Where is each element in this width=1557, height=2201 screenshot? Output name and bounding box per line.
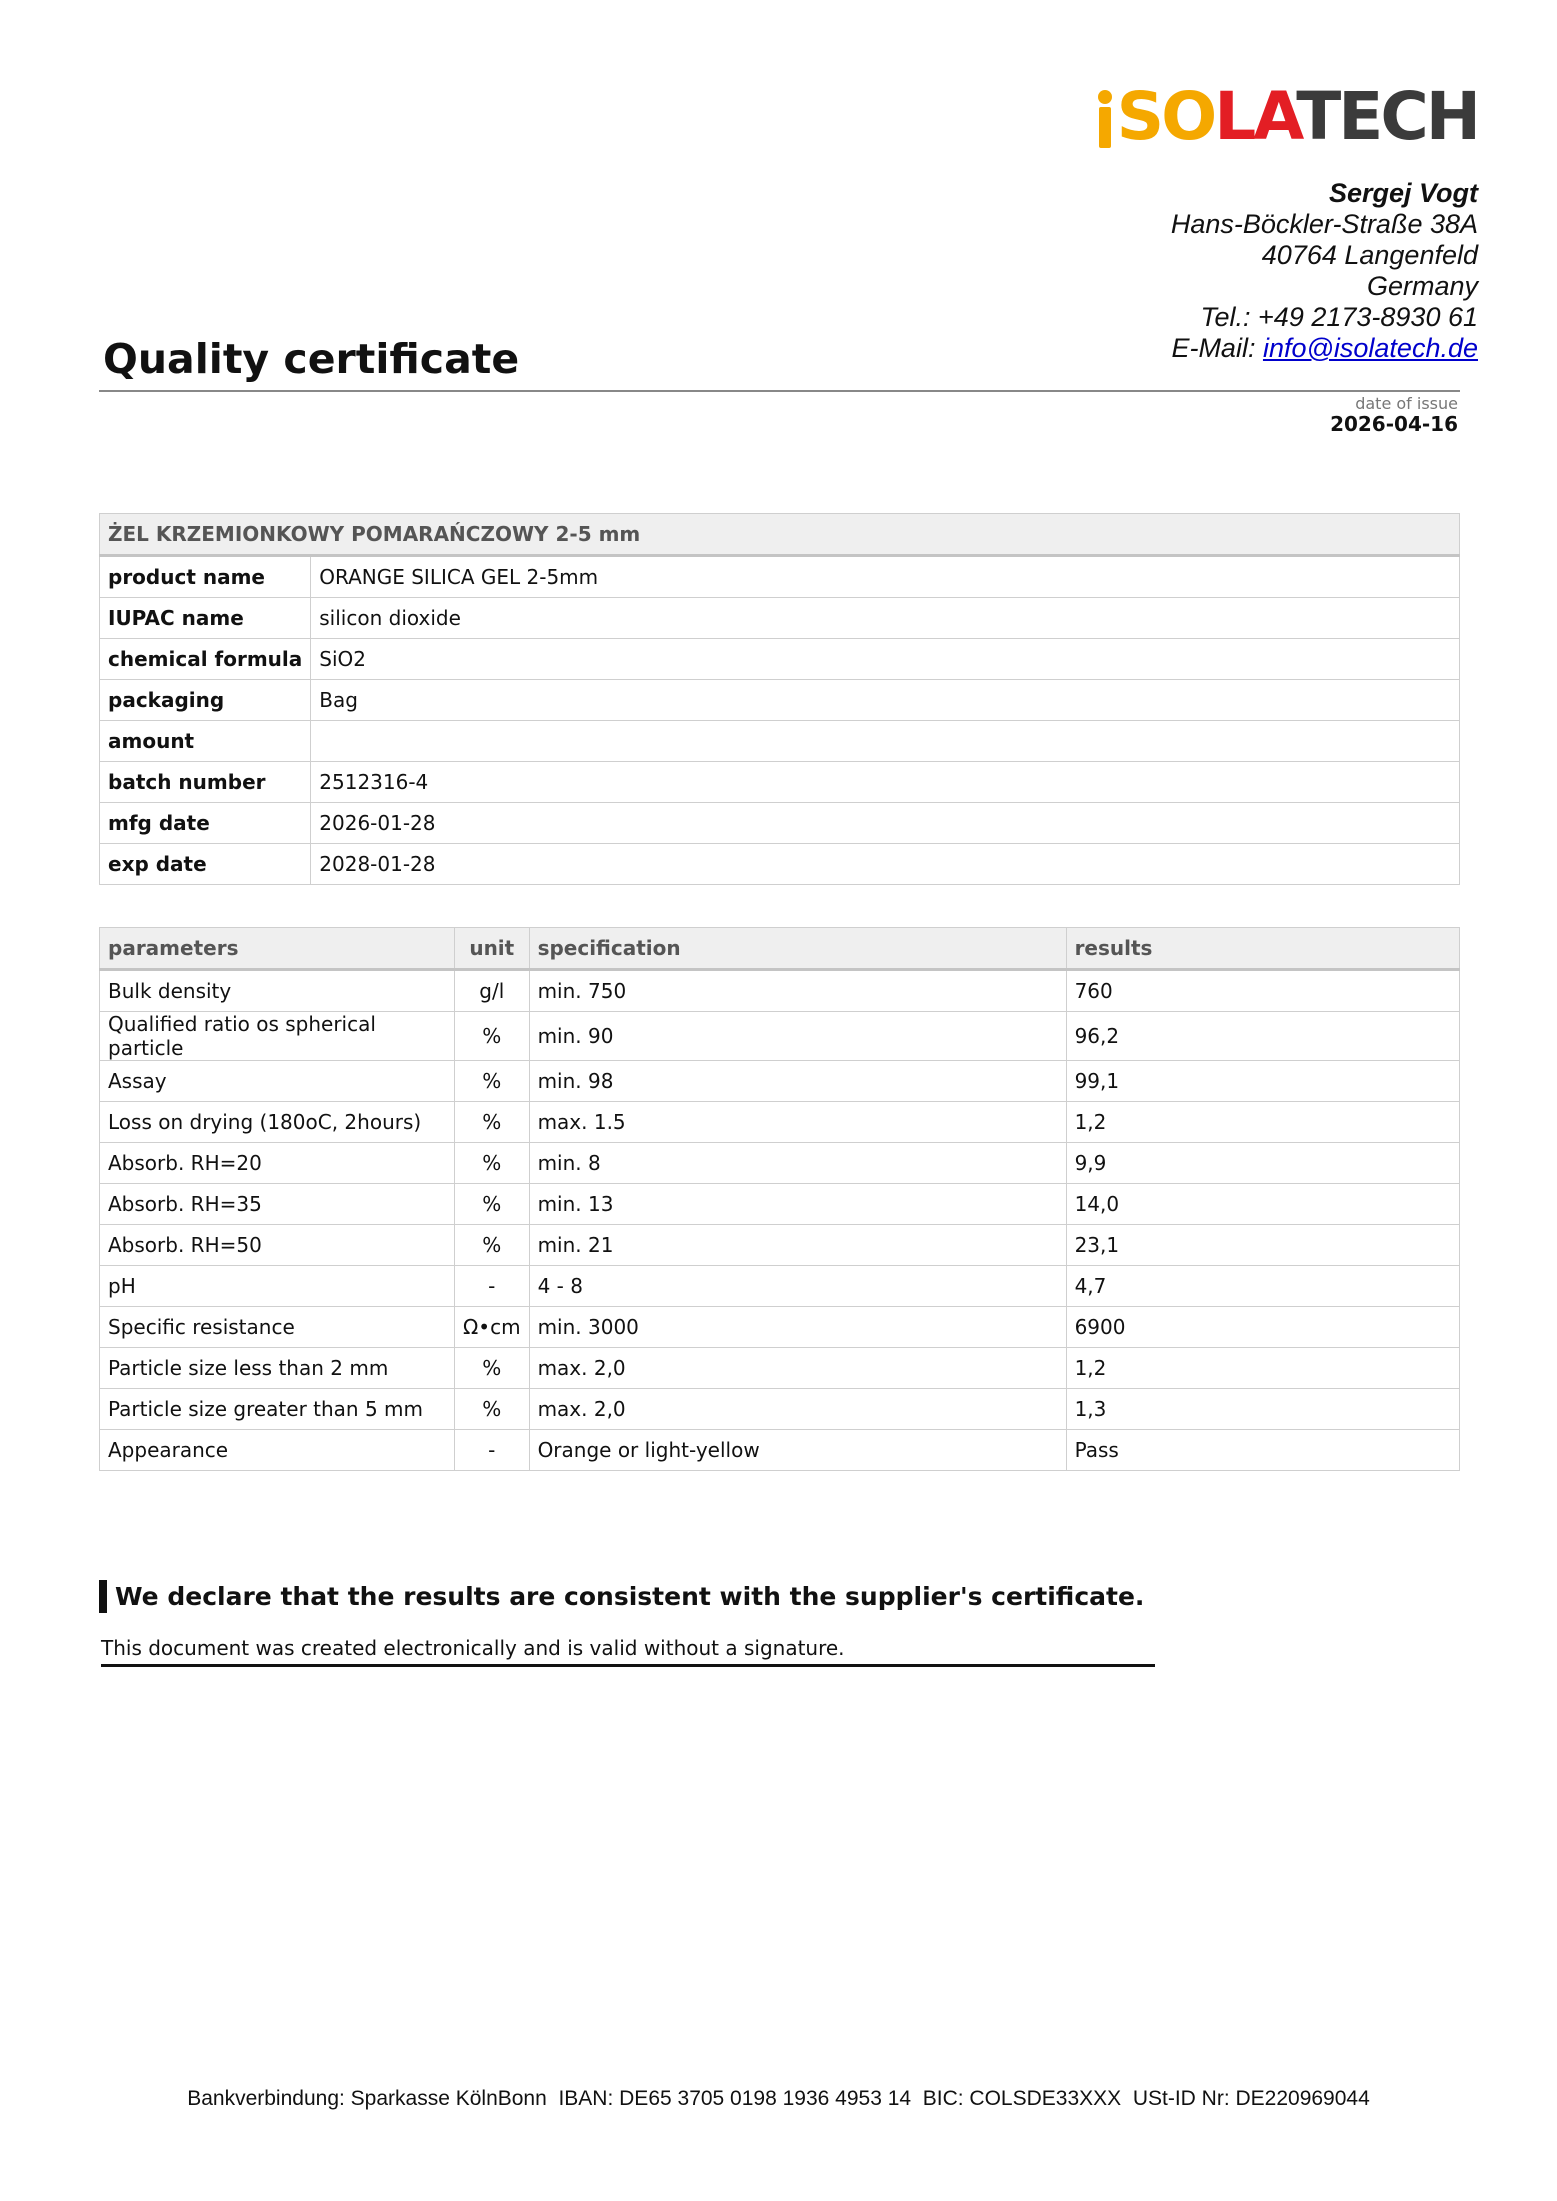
parameter-spec-cell: min. 13 [529,1184,1066,1225]
parameter-row [100,1012,1460,1061]
parameter-row [100,1307,1460,1348]
parameter-result-cell: 99,1 [1066,1061,1459,1102]
parameter-result-cell: 1,2 [1066,1102,1459,1143]
parameter-result-cell: 14,0 [1066,1184,1459,1225]
product-info-row [100,639,1460,680]
sender-country: Germany [1366,271,1478,301]
parameter-name-cell: Absorb. RH=35 [100,1184,455,1225]
parameter-spec-cell: max. 2,0 [529,1389,1066,1430]
email-link[interactable]: info@isolatech.de [1262,333,1478,363]
product-info-row [100,680,1460,721]
parameters-header-row [100,928,1460,970]
product-info-row [100,556,1460,598]
parameter-row [100,1061,1460,1102]
company-logo [1094,78,1478,155]
parameter-unit-cell: Ω•cm [455,1307,530,1348]
sender-email-line [1171,333,1478,364]
parameter-unit-cell: % [455,1143,530,1184]
parameter-name-cell: Appearance [100,1430,455,1471]
parameter-unit-cell: % [455,1061,530,1102]
page-title: Quality certificate [103,335,520,383]
parameter-row [100,1143,1460,1184]
product-info-value: Bag [311,680,1460,721]
parameter-unit-cell: g/l [455,970,530,1012]
signature-note: This document was created electronically and is valid without a signature. [101,1636,1155,1667]
col-header-specification: specification [529,928,1066,970]
sender-phone: Tel.: +49 2173-8930 61 [1200,302,1478,332]
product-info-table [99,513,1460,885]
product-info-key: mfg date [100,803,311,844]
parameter-result-cell: 1,2 [1066,1348,1459,1389]
parameter-name-cell: Absorb. RH=50 [100,1225,455,1266]
product-header-row [100,514,1460,556]
parameter-spec-cell: 4 - 8 [529,1266,1066,1307]
parameter-result-cell: 760 [1066,970,1459,1012]
parameter-name-cell: pH [100,1266,455,1307]
parameter-result-cell: 23,1 [1066,1225,1459,1266]
parameter-spec-cell: max. 2,0 [529,1348,1066,1389]
parameter-unit-cell: % [455,1184,530,1225]
product-info-row [100,844,1460,885]
parameter-spec-cell: min. 98 [529,1061,1066,1102]
parameter-unit-cell: % [455,1102,530,1143]
product-info-row [100,803,1460,844]
col-header-results: results [1066,928,1459,970]
sender-street: Hans-Böckler-Straße 38A [1170,209,1478,239]
parameter-spec-cell: min. 8 [529,1143,1066,1184]
parameter-row [100,1266,1460,1307]
product-info-value: 2026-01-28 [311,803,1460,844]
parameter-spec-cell: min. 90 [529,1012,1066,1061]
parameter-name-cell: Bulk density [100,970,455,1012]
product-info-key: product name [100,556,311,598]
parameter-result-cell: 1,3 [1066,1389,1459,1430]
product-info-body [100,556,1460,885]
parameter-spec-cell: min. 3000 [529,1307,1066,1348]
parameter-result-cell: 9,9 [1066,1143,1459,1184]
parameter-unit-cell: - [455,1266,530,1307]
parameter-name-cell: Particle size less than 2 mm [100,1348,455,1389]
parameter-result-cell: 6900 [1066,1307,1459,1348]
product-info-row [100,721,1460,762]
parameter-unit-cell: - [455,1430,530,1471]
logo-part-la: LA [1214,78,1297,155]
parameter-unit-cell: % [455,1012,530,1061]
parameter-result-cell: 4,7 [1066,1266,1459,1307]
parameter-row [100,1389,1460,1430]
issue-date-block [1330,394,1458,435]
parameter-result-cell: Pass [1066,1430,1459,1471]
product-info-row [100,762,1460,803]
product-info-key: amount [100,721,311,762]
product-info-key: packaging [100,680,311,721]
title-divider [99,390,1460,392]
product-info-key: chemical formula [100,639,311,680]
sender-city: 40764 Langenfeld [1261,240,1478,270]
product-info-value: ORANGE SILICA GEL 2-5mm [311,556,1460,598]
parameter-row [100,1430,1460,1471]
parameter-name-cell: Qualified ratio os spherical particle [100,1012,455,1061]
parameter-row [100,1348,1460,1389]
issue-date-label: date of issue [1355,394,1458,413]
parameter-result-cell: 96,2 [1066,1012,1459,1061]
parameter-unit-cell: % [455,1225,530,1266]
issue-date-value: 2026-04-16 [1330,412,1458,436]
parameters-body [100,970,1460,1471]
sender-address [1171,178,1478,364]
product-info-key: IUPAC name [100,598,311,639]
logo-wordmark [1116,78,1478,155]
parameter-name-cell: Loss on drying (180oC, 2hours) [100,1102,455,1143]
email-label: E-Mail: [1171,333,1263,363]
bank-details-footer: Bankverbindung: Sparkasse KölnBonn IBAN: DE65 3705 0198 1936 4953 14 BIC: COLSDE33XXX USt-ID Nr: DE220969044 [187,2087,1370,2110]
parameter-row [100,1184,1460,1225]
parameter-name-cell: Assay [100,1061,455,1102]
product-info-value: SiO2 [311,639,1460,680]
product-info-key: exp date [100,844,311,885]
product-info-value: 2028-01-28 [311,844,1460,885]
parameter-row [100,1225,1460,1266]
declaration-heading: We declare that the results are consistent with the supplier's certificate. [99,1580,1144,1613]
col-header-parameters: parameters [100,928,455,970]
sender-name: Sergej Vogt [1328,178,1478,208]
col-header-unit: unit [455,928,530,970]
parameter-unit-cell: % [455,1389,530,1430]
parameter-spec-cell: min. 750 [529,970,1066,1012]
logo-part-tech: TECH [1296,78,1478,155]
parameter-spec-cell: min. 21 [529,1225,1066,1266]
logo-i-mark-icon [1094,90,1116,148]
parameter-name-cell: Particle size greater than 5 mm [100,1389,455,1430]
parameter-row [100,1102,1460,1143]
product-info-key: batch number [100,762,311,803]
product-info-value: silicon dioxide [311,598,1460,639]
product-info-value: 2512316-4 [311,762,1460,803]
logo-part-so: SO [1116,78,1215,155]
parameter-spec-cell: max. 1.5 [529,1102,1066,1143]
product-header: ŻEL KRZEMIONKOWY POMARAŃCZOWY 2-5 mm [100,514,1460,556]
parameters-table [99,927,1460,1471]
product-info-value [311,721,1460,762]
parameter-name-cell: Absorb. RH=20 [100,1143,455,1184]
product-info-row [100,598,1460,639]
parameter-spec-cell: Orange or light-yellow [529,1430,1066,1471]
parameter-unit-cell: % [455,1348,530,1389]
parameter-row [100,970,1460,1012]
parameter-name-cell: Specific resistance [100,1307,455,1348]
